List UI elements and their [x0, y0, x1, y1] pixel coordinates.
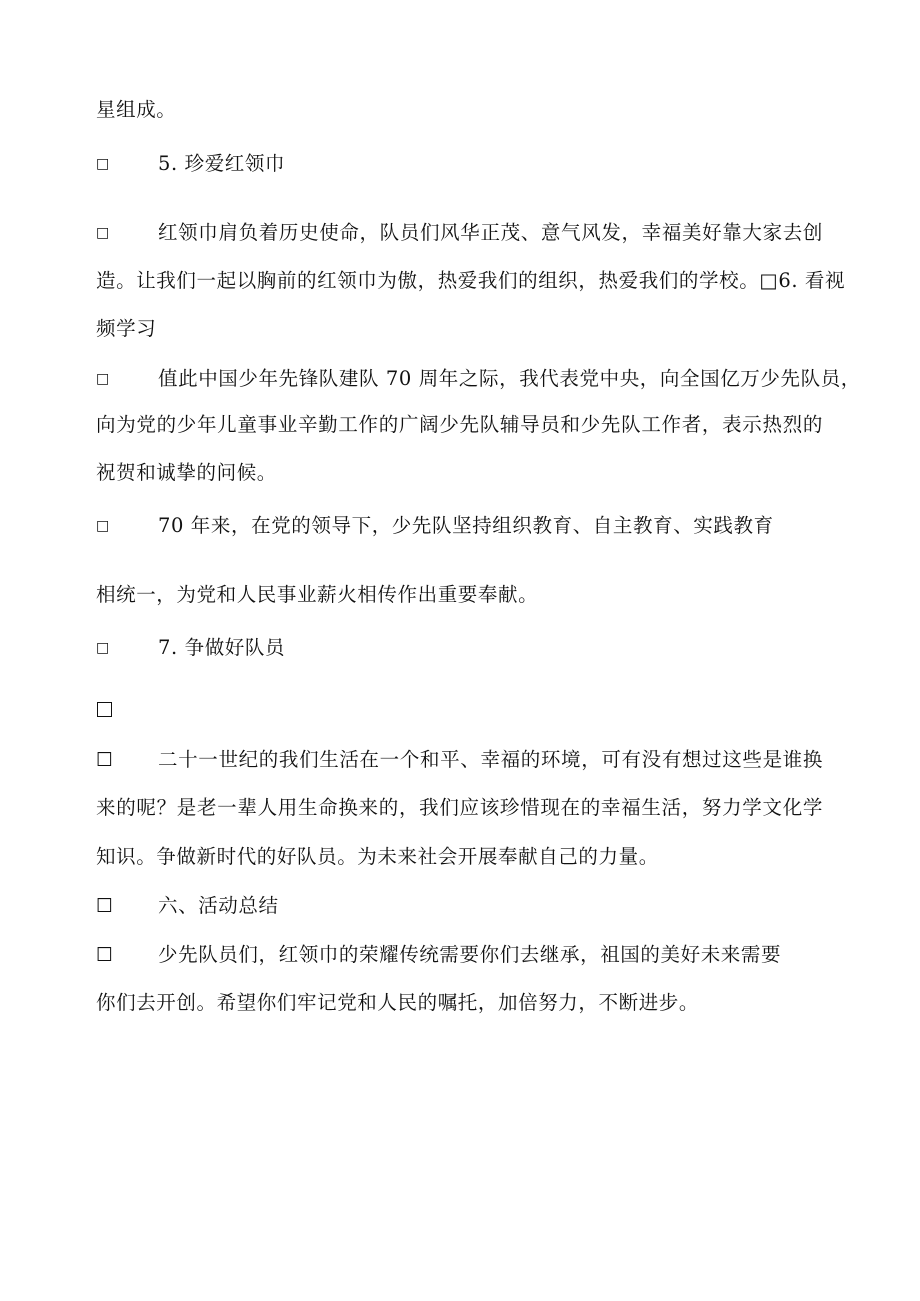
text-line: 星组成。 [96, 98, 177, 121]
text-line: 向为党的少年儿童事业辛勤工作的广阔少先队辅导员和少先队工作者，表示热烈的 [96, 413, 823, 436]
section-heading: 频学习 [96, 317, 157, 340]
section-heading: 六、活动总结 [158, 894, 279, 917]
text-line: 值此中国少年先锋队建队 70 周年之际，我代表党中央，向全国亿万少先队员， [158, 367, 861, 390]
text-line: 知识。争做新时代的好队员。为未来社会开展奉献自己的力量。 [96, 845, 659, 868]
text-line: 红领巾肩负着历史使命，队员们风华正茂、意气风发，幸福美好靠大家去创 [158, 221, 823, 244]
bullet-marker: □ [96, 371, 110, 387]
bullet-marker: □ [96, 156, 110, 172]
text-line: 少先队员们，红领巾的荣耀传统需要你们去继承，祖国的美好未来需要 [158, 943, 782, 966]
bullet-marker: ☐ [96, 895, 114, 917]
section-heading: 7. 争做好队员 [158, 636, 286, 659]
text-line: 你们去开创。希望你们牢记党和人民的嘱托，加倍努力，不断进步。 [96, 991, 700, 1014]
bullet-marker: □ [96, 518, 110, 534]
bullet-marker: ☐ [96, 749, 114, 771]
text-line: 造。让我们一起以胸前的红领巾为傲，热爱我们的组织，热爱我们的学校。□6. 看视 [96, 269, 846, 292]
section-heading: 5. 珍爱红领巾 [158, 152, 286, 175]
text-line: 二十一世纪的我们生活在一个和平、幸福的环境，可有没有想过这些是谁换 [158, 748, 823, 771]
bullet-marker: □ [96, 640, 110, 656]
bullet-marker: □ [96, 225, 110, 241]
empty-checkbox-icon [97, 702, 112, 717]
text-line: 相统一，为党和人民事业薪火相传作出重要奉献。 [96, 583, 539, 606]
text-line: 来的呢？是老一辈人用生命换来的，我们应该珍惜现在的幸福生活，努力学文化学 [96, 796, 823, 819]
bullet-marker: ☐ [96, 944, 114, 966]
text-line: 70 年来，在党的领导下，少先队坚持组织教育、自主教育、实践教育 [158, 514, 774, 537]
text-line: 祝贺和诚挚的问候。 [96, 461, 277, 484]
